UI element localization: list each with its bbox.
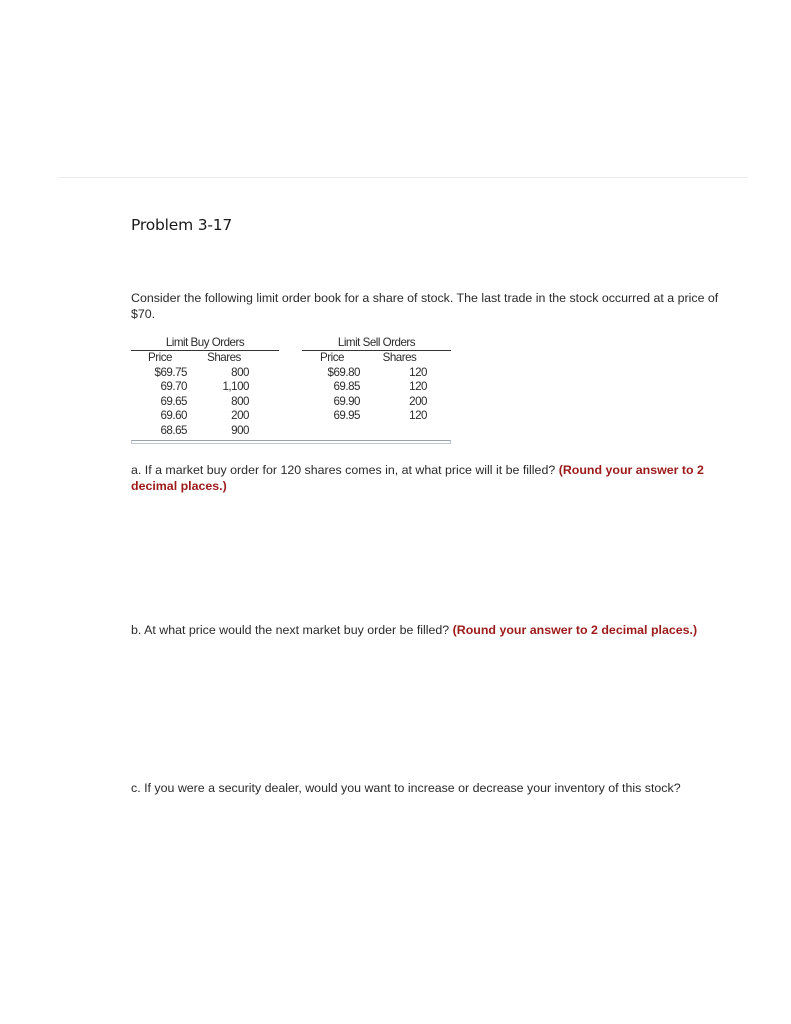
sell-price-cell: 69.95 bbox=[333, 409, 360, 423]
sell-orders-heading: Limit Sell Orders bbox=[302, 336, 451, 351]
sell-price-cell: $69.80 bbox=[327, 365, 360, 379]
buy-shares-cell: 1,100 bbox=[222, 380, 249, 394]
buy-shares-column bbox=[189, 351, 265, 439]
sell-price-cell: 69.90 bbox=[333, 394, 360, 408]
sell-price-cell: 69.85 bbox=[333, 380, 360, 394]
buy-shares-cell: 900 bbox=[231, 423, 249, 437]
buy-price-cell: $69.75 bbox=[154, 365, 187, 379]
buy-shares-cell: 200 bbox=[231, 409, 249, 423]
question-b-rounding-note: (Round your answer to 2 decimal places.) bbox=[452, 623, 698, 637]
limit-order-book bbox=[131, 336, 451, 448]
sell-shares-cell: 200 bbox=[409, 394, 427, 408]
buy-price-cell: 69.70 bbox=[160, 380, 187, 394]
limit-sell-orders bbox=[302, 336, 451, 424]
header-divider bbox=[58, 177, 748, 178]
question-a-text: a. If a market buy order for 120 shares comes in, at what price will it be filled? bbox=[131, 463, 556, 477]
buy-price-cell: 69.60 bbox=[160, 409, 187, 423]
buy-shares-cell: 800 bbox=[231, 365, 249, 379]
sell-shares-cell: 120 bbox=[409, 380, 427, 394]
problem-title: Problem 3-17 bbox=[131, 216, 233, 234]
limit-buy-orders bbox=[131, 336, 279, 439]
question-b-text: b. At what price would the next market buy order be filled? bbox=[131, 623, 450, 637]
question-a bbox=[131, 462, 736, 494]
buy-orders-heading: Limit Buy Orders bbox=[131, 336, 279, 351]
sell-shares-column bbox=[362, 351, 443, 424]
question-a-rounding-note: (Round your answer to 2 decimal places.) bbox=[131, 463, 704, 493]
question-c-text: c. If you were a security dealer, would you want to increase or decrease your inventory of this stock? bbox=[131, 781, 681, 795]
buy-price-header: Price bbox=[148, 351, 172, 364]
sell-price-header: Price bbox=[320, 351, 344, 364]
buy-price-column bbox=[131, 351, 189, 439]
question-b bbox=[131, 622, 736, 638]
order-book-bottom-border bbox=[131, 440, 451, 444]
problem-intro: Consider the following limit order book for a share of stock. The last trade in the stock occurred at a price of $70. bbox=[131, 291, 719, 321]
buy-shares-cell: 800 bbox=[231, 394, 249, 408]
buy-price-cell: 69.65 bbox=[160, 394, 187, 408]
sell-shares-cell: 120 bbox=[409, 409, 427, 423]
buy-shares-header: Shares bbox=[207, 351, 241, 364]
sell-price-column bbox=[302, 351, 362, 424]
buy-price-cell: 68.65 bbox=[160, 423, 187, 437]
question-c bbox=[131, 780, 736, 796]
sell-shares-cell: 120 bbox=[409, 365, 427, 379]
sell-shares-header: Shares bbox=[382, 351, 417, 364]
